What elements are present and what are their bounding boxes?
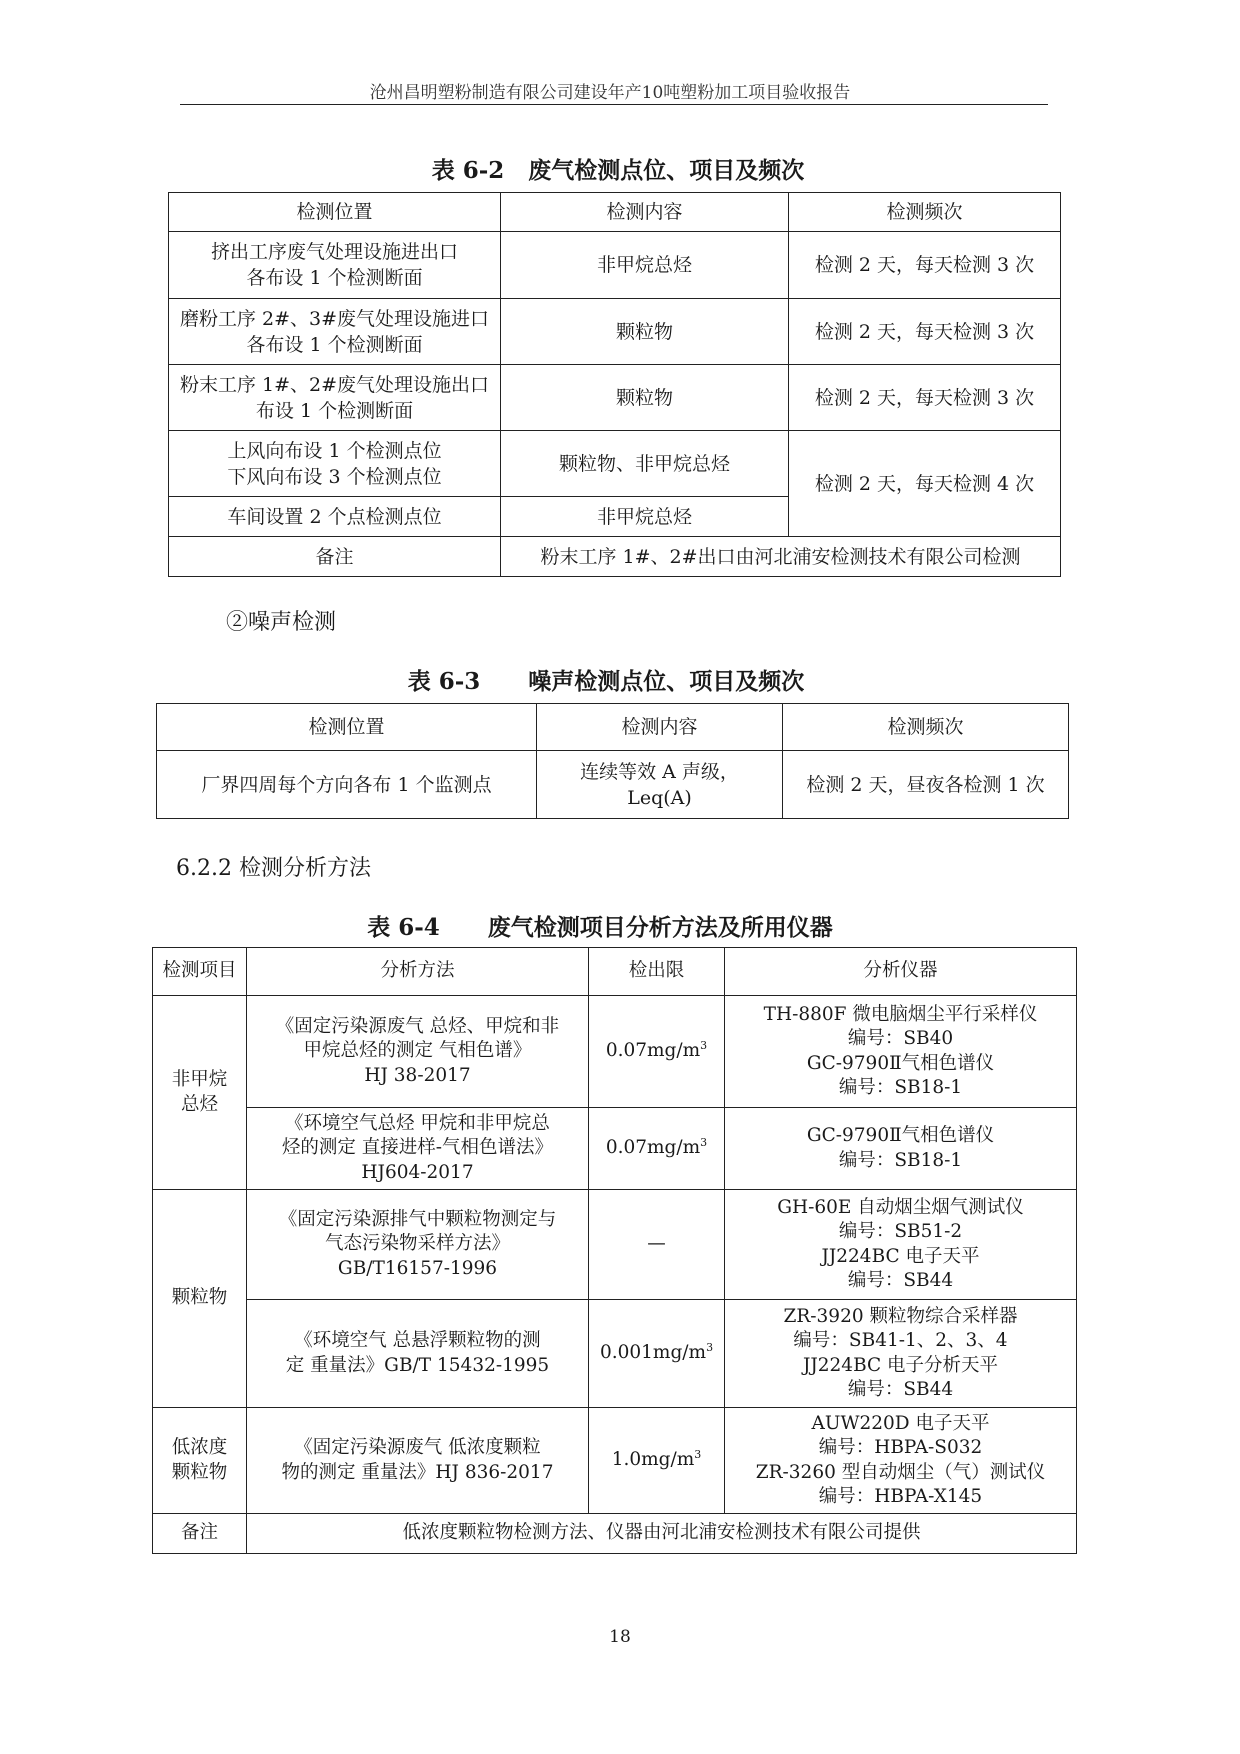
cell-method: 《固定污染源废气 低浓度颗粒 物的测定 重量法》HJ 836-2017 <box>247 1408 589 1514</box>
limit-exponent: 3 <box>706 1341 714 1355</box>
table-6-3-caption: 表 6-3 噪声检测点位、项目及频次 <box>407 668 805 695</box>
table-header-row <box>169 193 1061 232</box>
table-row <box>153 1190 1077 1300</box>
table-header-row <box>153 948 1077 996</box>
limit-value: — <box>647 1233 666 1255</box>
cell-content: 非甲烷总烃 <box>501 497 789 537</box>
table-6-4-caption: 表 6-4 废气检测项目分析方法及所用仪器 <box>367 914 833 941</box>
cell-limit <box>589 1408 725 1514</box>
cell-location: 粉末工序 1#、2#废气处理设施出口 布设 1 个检测断面 <box>169 365 501 431</box>
running-header: 沧州昌明塑粉制造有限公司建设年产10吨塑粉加工项目验收报告 <box>369 83 851 103</box>
cell-method: 《固定污染源排气中颗粒物测定与 气态污染物采样方法》 GB/T16157-1996 <box>247 1190 589 1300</box>
cell-item: 颗粒物 <box>153 1190 247 1408</box>
cell-limit <box>589 1190 725 1300</box>
table-row <box>169 232 1061 299</box>
cell-frequency: 检测 2 天，昼夜各检测 1 次 <box>783 751 1069 819</box>
cell-instrument: TH-880F 微电脑烟尘平行采样仪 编号：SB40 GC-9790Ⅱ气相色谱仪 编号：SB18-1 <box>725 996 1077 1108</box>
cell-location: 上风向布设 1 个检测点位 下风向布设 3 个检测点位 <box>169 431 501 497</box>
header-limit: 检出限 <box>589 948 725 996</box>
cell-instrument: AUW220D 电子天平 编号：HBPA-S032 ZR-3260 型自动烟尘（气）测试仪 编号：HBPA-X145 <box>725 1408 1077 1514</box>
cell-item: 低浓度 颗粒物 <box>153 1408 247 1514</box>
limit-exponent: 3 <box>700 1136 708 1150</box>
header-content: 检测内容 <box>537 704 783 751</box>
table-row <box>169 431 1061 497</box>
cell-instrument: ZR-3920 颗粒物综合采样器 编号：SB41-1、2、3、4 JJ224BC 电子分析天平 编号：SB44 <box>725 1300 1077 1408</box>
table-note-row <box>169 537 1061 577</box>
header-frequency: 检测频次 <box>789 193 1061 232</box>
table-note-row <box>153 1514 1077 1554</box>
cell-method: 《环境空气总烃 甲烷和非甲烷总 烃的测定 直接进样-气相色谱法》 HJ604-2017 <box>247 1108 589 1190</box>
header-method: 分析方法 <box>247 948 589 996</box>
cell-location: 磨粉工序 2#、3#废气处理设施进口 各布设 1 个检测断面 <box>169 299 501 365</box>
table-row <box>157 751 1069 819</box>
cell-instrument: GC-9790Ⅱ气相色谱仪 编号：SB18-1 <box>725 1108 1077 1190</box>
table-6-3 <box>156 703 1069 819</box>
header-instrument: 分析仪器 <box>725 948 1077 996</box>
cell-item: 非甲烷 总烃 <box>153 996 247 1190</box>
section-6-2-2-heading: 6.2.2 检测分析方法 <box>176 856 371 881</box>
table-6-2 <box>168 192 1061 577</box>
header-frequency: 检测频次 <box>783 704 1069 751</box>
table-row <box>153 1300 1077 1408</box>
limit-value: 0.07mg/m <box>605 1040 701 1062</box>
cell-frequency: 检测 2 天，每天检测 4 次 <box>789 431 1061 537</box>
header-content: 检测内容 <box>501 193 789 232</box>
cell-frequency: 检测 2 天，每天检测 3 次 <box>789 232 1061 299</box>
cell-location: 车间设置 2 个点检测点位 <box>169 497 501 537</box>
noise-heading: ②噪声检测 <box>226 610 337 635</box>
table-row <box>153 996 1077 1108</box>
cell-instrument: GH-60E 自动烟尘烟气测试仪 编号：SB51-2 JJ224BC 电子天平 编号：SB44 <box>725 1190 1077 1300</box>
header-location: 检测位置 <box>169 193 501 232</box>
cell-method: 《环境空气 总悬浮颗粒物的测 定 重量法》GB/T 15432-1995 <box>247 1300 589 1408</box>
limit-exponent: 3 <box>700 1039 708 1053</box>
header-location: 检测位置 <box>157 704 537 751</box>
header-rule <box>180 104 1048 105</box>
table-header-row <box>157 704 1069 751</box>
table-row <box>169 365 1061 431</box>
cell-content: 颗粒物 <box>501 365 789 431</box>
cell-location: 厂界四周每个方向各布 1 个监测点 <box>157 751 537 819</box>
cell-frequency: 检测 2 天，每天检测 3 次 <box>789 365 1061 431</box>
table-row <box>169 299 1061 365</box>
table-6-2-caption: 表 6-2 废气检测点位、项目及频次 <box>431 157 805 184</box>
limit-value: 0.001mg/m <box>599 1342 707 1364</box>
cell-content: 颗粒物、非甲烷总烃 <box>501 431 789 497</box>
cell-content: 非甲烷总烃 <box>501 232 789 299</box>
cell-location: 挤出工序废气处理设施进出口 各布设 1 个检测断面 <box>169 232 501 299</box>
limit-value: 0.07mg/m <box>605 1137 701 1159</box>
limit-exponent: 3 <box>694 1448 702 1462</box>
limit-value: 1.0mg/m <box>611 1449 695 1471</box>
note-text: 粉末工序 1#、2#出口由河北浦安检测技术有限公司检测 <box>501 537 1061 577</box>
header-item: 检测项目 <box>153 948 247 996</box>
note-label: 备注 <box>169 537 501 577</box>
cell-limit <box>589 1108 725 1190</box>
cell-limit <box>589 996 725 1108</box>
table-6-4 <box>152 947 1077 1554</box>
page-number: 18 <box>609 1627 631 1647</box>
note-label: 备注 <box>153 1514 247 1554</box>
cell-content: 连续等效 A 声级， Leq(A) <box>537 751 783 819</box>
table-row <box>153 1108 1077 1190</box>
cell-content: 颗粒物 <box>501 299 789 365</box>
note-text: 低浓度颗粒物检测方法、仪器由河北浦安检测技术有限公司提供 <box>247 1514 1077 1554</box>
cell-method: 《固定污染源废气 总烃、甲烷和非 甲烷总烃的测定 气相色谱》 HJ 38-2017 <box>247 996 589 1108</box>
cell-limit <box>589 1300 725 1408</box>
cell-frequency: 检测 2 天，每天检测 3 次 <box>789 299 1061 365</box>
table-row <box>153 1408 1077 1514</box>
